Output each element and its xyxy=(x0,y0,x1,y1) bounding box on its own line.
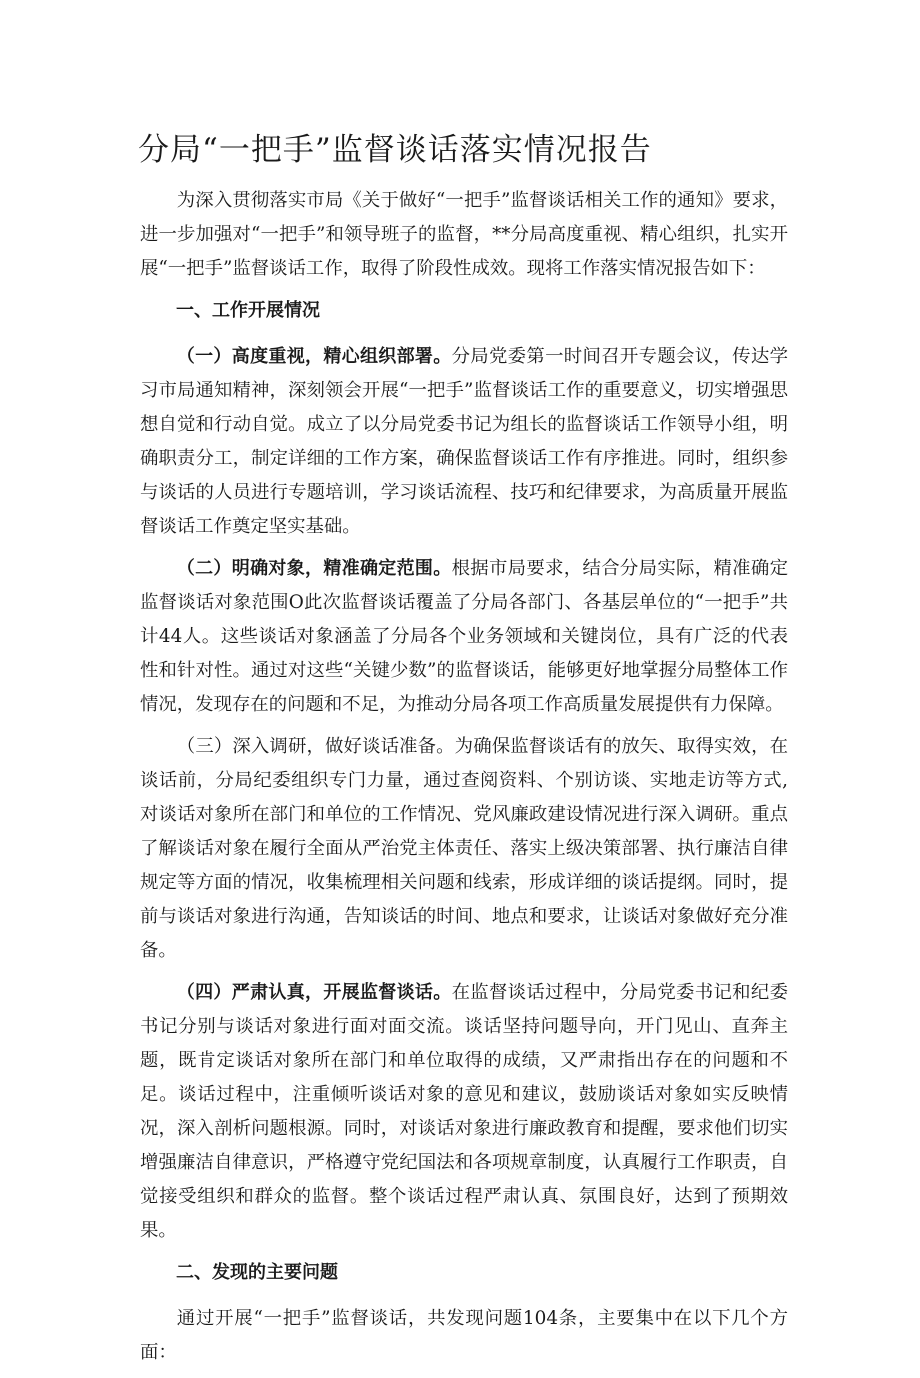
paragraph-item-4 xyxy=(140,976,788,1248)
problems-intro-paragraph: 通过开展“一把手”监督谈话，共发现问题104条，主要集中在以下几个方面： xyxy=(140,1308,788,1363)
section-heading-work-progress: 一、工作开展情况 xyxy=(176,300,320,321)
item-3-body: （三）深入调研，做好谈话准备。为确保监督谈话有的放矢、取得实效，在谈话前，分局纪委组织专门力量，通过查阅资料、个别访谈、实地走访等方式,对谈话对象所在部门和单位的工作情况、党风廉政建设情况进行深入调研。重点了解谈话对象在履行全面从严治党主体责任、落实上级决策部署、执行廉洁自律规定等方面的情况，收集梳理相关问题和线索，形成详细的谈话提纲。同时，提前与谈话对象进行沟通，告知谈话的时间、地点和要求，让谈话对象做好充分准备。 xyxy=(140,736,788,961)
item-1-lead: （一）高度重视，精心组织部署。 xyxy=(176,346,452,367)
section-heading-main-problems: 二、发现的主要问题 xyxy=(176,1262,338,1283)
item-1-body: 分局党委第一时间召开专题会议，传达学习市局通知精神，深刻领会开展“一把手”监督谈话工作的重要意义，切实增强思想自觉和行动自觉。成立了以分局党委书记为组长的监督谈话工作领导小组，明确职责分工，制定详细的工作方案，确保监督谈话工作有序推进。同时，组织参与谈话的人员进行专题培训，学习谈话流程、技巧和纪律要求，为高质量开展监督谈话工作奠定坚实基础。 xyxy=(140,346,788,537)
paragraph-item-1 xyxy=(140,340,788,544)
item-4-body: 在监督谈话过程中，分局党委书记和纪委书记分别与谈话对象进行面对面交流。谈话坚持问题导向，开门见山、直奔主题，既肯定谈话对象所在部门和单位取得的成绩，又严肃指出存在的问题和不足。谈话过程中，注重倾听谈话对象的意见和建议，鼓励谈话对象如实反映情况，深入剖析问题根源。同时，对谈话对象进行廉政教育和提醒，要求他们切实增强廉洁自律意识，严格遵守党纪国法和各项规章制度，认真履行工作职责，自觉接受组织和群众的监督。整个谈话过程严肃认真、氛围良好，达到了预期效果。 xyxy=(140,982,788,1241)
paragraph-item-3 xyxy=(140,730,788,968)
document-body xyxy=(140,184,788,1378)
intro-paragraph: 为深入贯彻落实市局《关于做好“一把手”监督谈话相关工作的通知》要求，进一步加强对“一把手”和领导班子的监督，**分局高度重视、精心组织，扎实开展“一把手”监督谈话工作，取得了阶段性成效。现将工作落实情况报告如下： xyxy=(140,190,788,279)
document-title: 分局“一把手”监督谈话落实情况报告 xyxy=(138,132,652,168)
item-2-body: 根据市局要求，结合分局实际，精准确定监督谈话对象范围O此次监督谈话覆盖了分局各部门、各基层单位的“一把手”共计44人。这些谈话对象涵盖了分局各个业务领域和关键岗位，具有广泛的代表性和针对性。通过对这些“关键少数”的监督谈话，能够更好地掌握分局整体工作情况，发现存在的问题和不足，为推动分局各项工作高质量发展提供有力保障。 xyxy=(140,558,788,715)
item-2-lead: （二）明确对象，精准确定范围。 xyxy=(176,558,452,579)
item-4-lead: （四）严肃认真，开展监督谈话。 xyxy=(176,982,452,1003)
paragraph-item-2 xyxy=(140,552,788,722)
